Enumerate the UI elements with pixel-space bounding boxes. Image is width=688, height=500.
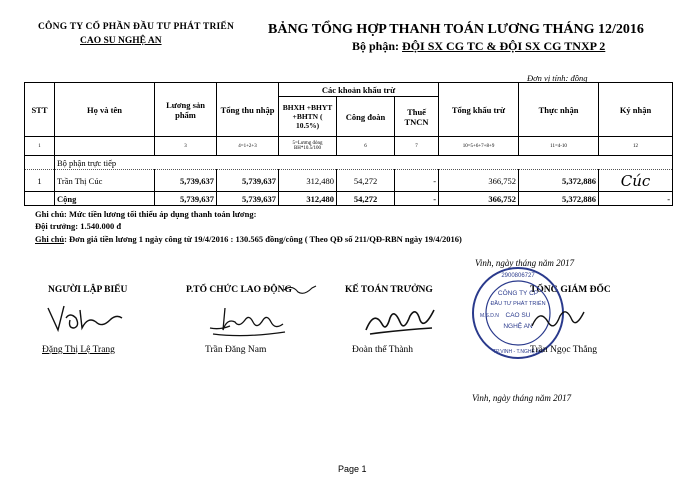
index-cell: 10=5+6+7+8+9 <box>439 137 519 156</box>
role-general-director: TỔNG GIÁM ĐỐC <box>530 285 611 295</box>
header-total-deduction: Tổng khấu trừ <box>439 83 519 137</box>
total-tax: - <box>395 192 439 206</box>
total-label: Cộng <box>55 192 155 206</box>
signature-small-mark <box>280 282 320 298</box>
currency-unit: Đơn vị tính: đồng <box>527 73 588 83</box>
index-cell: 6 <box>337 137 395 156</box>
department-value: ĐỘI SX CG TC & ĐỘI SX CG TNXP 2 <box>402 39 606 53</box>
role-preparer: NGƯỜI LẬP BIỂU <box>48 285 128 295</box>
index-cell: 7 <box>395 137 439 156</box>
role-chief-accountant: KẾ TOÁN TRƯỞNG <box>345 285 433 295</box>
document-title: BẢNG TỔNG HỢP THANH TOÁN LƯƠNG THÁNG 12/2016 <box>268 22 644 37</box>
row-net: 5,372,886 <box>519 170 599 192</box>
signature-preparer-mark <box>40 298 130 338</box>
note-text: : Đơn giá tiền lương 1 ngày công từ 19/4/2016 : 130.565 đồng/công ( Theo QĐ số 211/QĐ-RBN ngày 19/4/2016) <box>64 234 462 244</box>
svg-text:ĐẦU TƯ PHÁT TRIỂN: ĐẦU TƯ PHÁT TRIỂN <box>490 301 546 307</box>
index-cell: 11=4-10 <box>519 137 599 156</box>
header-net: Thực nhận <box>519 83 599 137</box>
note-label: Ghi chú <box>35 234 65 244</box>
company-subname: CAO SU NGHỆ AN <box>80 36 162 46</box>
role-labor-dept: P.TỔ CHỨC LAO ĐỘNG <box>186 285 292 295</box>
header-union: Công đoàn <box>337 97 395 137</box>
row-total-income: 5,739,637 <box>217 170 279 192</box>
total-net: 5,372,886 <box>519 192 599 206</box>
index-cell: 5=Lương đóng BH*10.5/100 <box>279 137 337 156</box>
index-cell: 3 <box>155 137 217 156</box>
name-preparer: Đặng Thị Lệ Trang <box>42 345 115 355</box>
row-tax: - <box>395 170 439 192</box>
note-team-leader: Đội trưởng: 1.540.000 đ <box>35 221 122 231</box>
header-stt: STT <box>25 83 55 137</box>
header-product-salary: Lương sản phẩm <box>155 83 217 137</box>
index-cell: 12 <box>599 137 673 156</box>
company-name: CÔNG TY CỔ PHẦN ĐẦU TƯ PHÁT TRIỂN <box>38 22 235 32</box>
signature-director-mark <box>528 304 588 334</box>
svg-text:CÔNG TY CP: CÔNG TY CP <box>497 290 539 297</box>
row-total-deduction: 366,752 <box>439 170 519 192</box>
svg-text:M.S.D.N: M.S.D.N <box>480 313 499 319</box>
header-deductions: Các khoản khấu trừ <box>279 83 439 97</box>
section-label: Bộ phận trực tiếp <box>55 156 673 170</box>
row-signature <box>599 170 673 192</box>
svg-text:TP.VINH - T.NGHỆ AN: TP.VINH - T.NGHỆ AN <box>493 349 543 355</box>
total-row <box>25 192 673 206</box>
header-total-income: Tổng thu nhập <box>217 83 279 137</box>
date-line-bottom: Vinh, ngày tháng năm 2017 <box>472 393 572 403</box>
total-union: 54,272 <box>337 192 395 206</box>
index-cell: 4=1+2+3 <box>217 137 279 156</box>
row-name: Trần Thị Cúc <box>55 170 155 192</box>
total-total-deduction: 366,752 <box>439 192 519 206</box>
svg-text:2900806727: 2900806727 <box>501 273 535 279</box>
header-name: Họ và tên <box>55 83 155 137</box>
row-product-salary: 5,739,637 <box>155 170 217 192</box>
note-daily-rate <box>35 234 462 244</box>
header-insurance: BHXH +BHYT +BHTN ( 10.5%) <box>279 97 337 137</box>
signature-labor-mark <box>205 300 290 340</box>
department-label: Bộ phận: <box>352 39 400 53</box>
name-labor-dept: Trần Đăng Nam <box>205 345 267 355</box>
row-insurance: 312,480 <box>279 170 337 192</box>
index-cell: 1 <box>25 137 55 156</box>
handwritten-signature: Cúc <box>620 171 651 190</box>
total-signature: - <box>599 192 673 206</box>
department-line <box>352 39 605 54</box>
signature-accountant-mark <box>360 300 440 340</box>
row-stt: 1 <box>25 170 55 192</box>
total-total-income: 5,739,637 <box>217 192 279 206</box>
note-minimum-wage: Ghi chú: Mức tiền lương tối thiểu áp dụng thanh toán lương: <box>35 209 257 219</box>
header-tax: Thuế TNCN <box>395 97 439 137</box>
row-union: 54,272 <box>337 170 395 192</box>
total-product-salary: 5,739,637 <box>155 192 217 206</box>
payroll-table <box>24 82 673 206</box>
header-signature: Ký nhận <box>599 83 673 137</box>
date-line-top: Vinh, ngày tháng năm 2017 <box>475 258 575 268</box>
total-insurance: 312,480 <box>279 192 337 206</box>
name-general-director: Trần Ngọc Thắng <box>530 345 598 355</box>
page-number: Page 1 <box>338 464 367 474</box>
svg-text:CAO SU: CAO SU <box>505 312 531 319</box>
index-cell <box>55 137 155 156</box>
table-row <box>25 170 673 192</box>
name-chief-accountant: Đoàn thế Thành <box>352 345 414 355</box>
svg-text:NGHỆ AN: NGHỆ AN <box>503 323 533 330</box>
